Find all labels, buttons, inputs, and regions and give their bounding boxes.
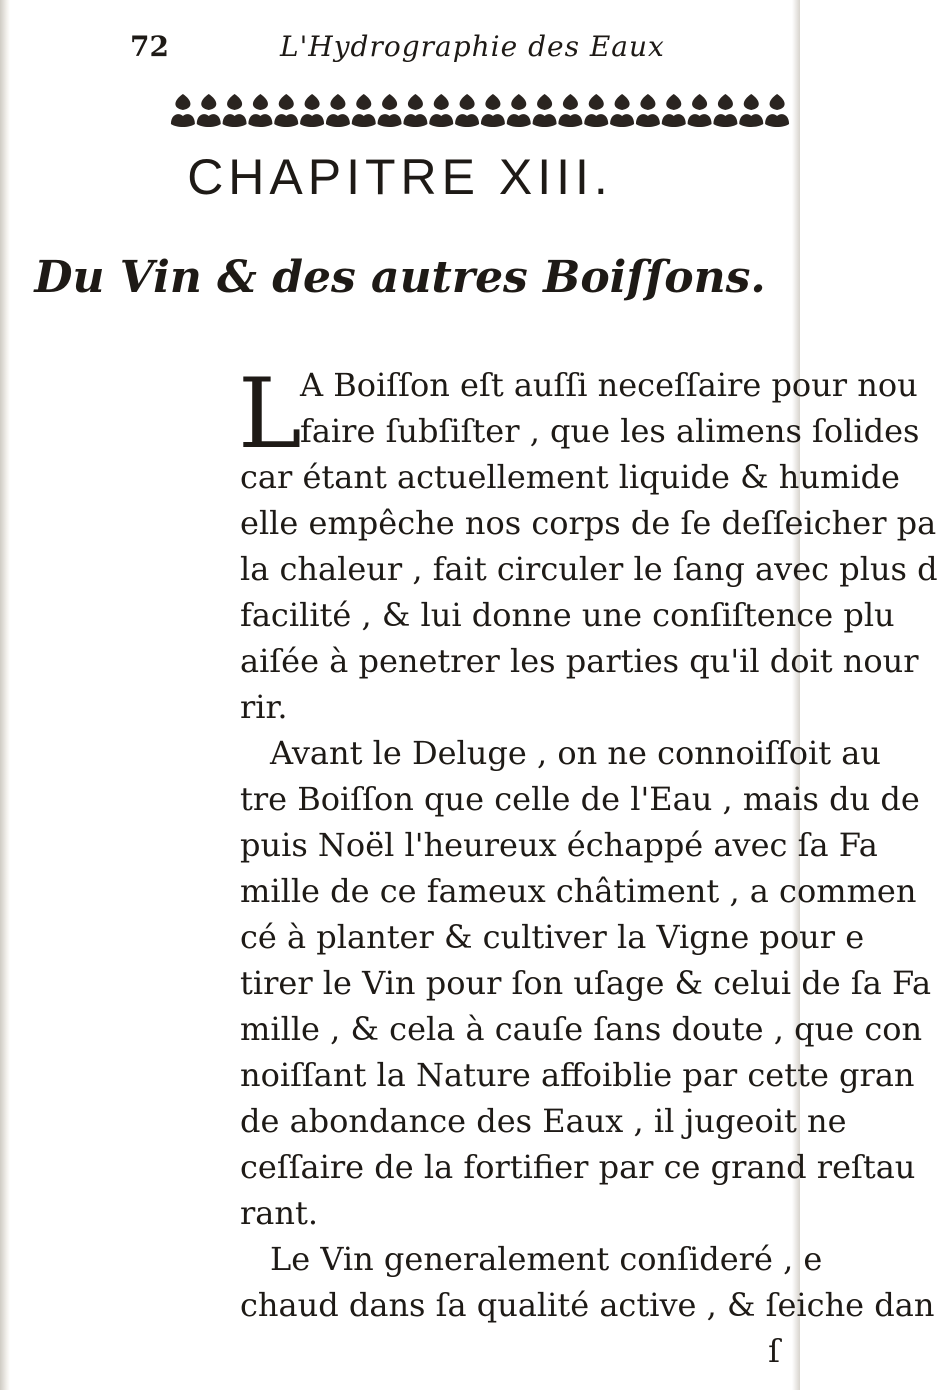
fleuron-icon	[558, 94, 582, 127]
text-line: tre Boiſſon que celle de l'Eau , mais du de	[240, 780, 920, 818]
text-line: aiſée à penetrer les parties qu'il doit nour	[240, 642, 919, 680]
fleuron-icon	[533, 94, 557, 127]
drop-cap: L	[238, 358, 302, 470]
chapter-heading: CHAPITRE XIII.	[187, 149, 613, 205]
fleuron-icon	[481, 94, 505, 127]
text-line: noiſſant la Nature affoiblie par cette gran	[240, 1056, 915, 1094]
text-line: tirer le Vin pour ſon uſage & celui de ſa Fa	[240, 964, 932, 1002]
text-line: elle empêche nos corps de ſe deſſeicher pa	[240, 504, 937, 542]
chapter-title: Du Vin & des autres Boiſſons.	[34, 252, 766, 303]
fleuron-icon	[739, 94, 763, 127]
page-number: 72	[130, 30, 169, 63]
running-title: L'Hydrographie des Eaux	[280, 30, 665, 63]
text-line: cé à planter & cultiver la Vigne pour e	[240, 918, 865, 956]
fleuron-icon	[610, 94, 634, 127]
text-line: car étant actuellement liquide & humide	[240, 458, 900, 496]
fleuron-icon	[765, 94, 789, 127]
page-edge-left	[0, 0, 10, 1390]
text-line: ceſſaire de la fortifier par ce grand reſtau	[240, 1148, 916, 1186]
text-line: la chaleur , fait circuler le ſang avec plus d	[240, 550, 938, 588]
text-line: mille , & cela à cauſe ſans doute , que con	[240, 1010, 923, 1048]
fleuron-icon	[223, 94, 247, 127]
fleuron-icon	[455, 94, 479, 127]
text-line: rant.	[240, 1194, 319, 1232]
running-head	[130, 22, 730, 72]
fleuron-icon	[274, 94, 298, 127]
text-line: ſ	[768, 1332, 780, 1370]
fleuron-icon	[688, 94, 712, 127]
fleuron-icon	[429, 94, 453, 127]
text-line: Le Vin generalement conſideré , e	[270, 1240, 823, 1278]
body-text	[238, 358, 938, 1374]
fleuron-icon	[378, 94, 402, 127]
fleuron-icon	[636, 94, 660, 127]
text-line: A Boiſſon eſt auſſi neceſſaire pour nou	[300, 366, 918, 404]
fleuron-ornament	[170, 90, 790, 132]
fleuron-icon	[326, 94, 350, 127]
text-line: Avant le Deluge , on ne connoiſſoit au	[270, 734, 881, 772]
text-line: rir.	[240, 688, 288, 726]
fleuron-icon	[300, 94, 324, 127]
text-line: chaud dans ſa qualité active , & ſeiche dan	[240, 1286, 935, 1324]
text-line: facilité , & lui donne une conſiſtence plu	[240, 596, 895, 634]
text-line: mille de ce fameux châtiment , a commen	[240, 872, 917, 910]
text-line: de abondance des Eaux , il jugeoit ne	[240, 1102, 847, 1140]
fleuron-icon	[248, 94, 272, 127]
text-line: puis Noël l'heureux échappé avec ſa Fa	[240, 826, 878, 864]
fleuron-icon	[662, 94, 686, 127]
fleuron-icon	[584, 94, 608, 127]
fleuron-icon	[507, 94, 531, 127]
fleuron-icon	[352, 94, 376, 127]
text-line: faire ſubſiſter , que les alimens ſolides	[300, 412, 920, 450]
fleuron-icon	[403, 94, 427, 127]
fleuron-icon	[197, 94, 221, 127]
fleuron-icon	[713, 94, 737, 127]
fleuron-icon	[171, 94, 195, 127]
